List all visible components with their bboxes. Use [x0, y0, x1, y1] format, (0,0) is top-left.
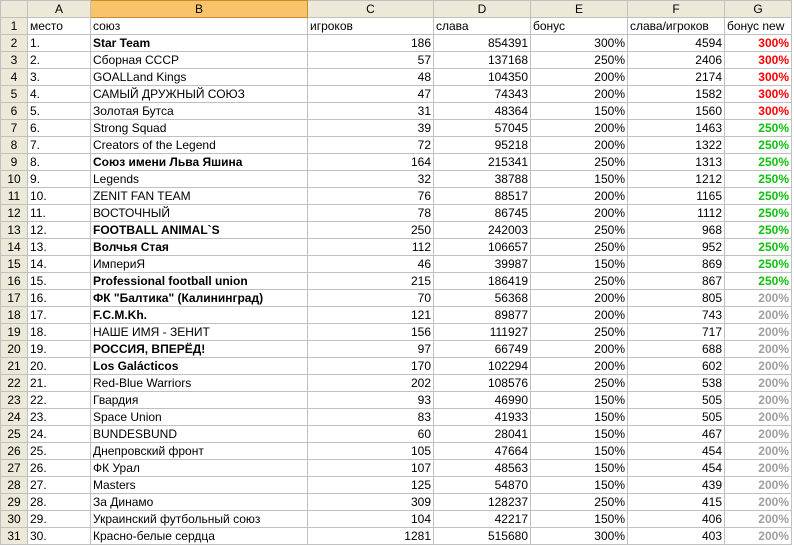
cell-bonus-new[interactable]: 200% [725, 409, 792, 426]
cell-place[interactable]: 30. [28, 528, 91, 545]
cell-ratio[interactable]: 688 [628, 341, 725, 358]
cell-fame[interactable]: 111927 [434, 324, 531, 341]
cell-team[interactable]: Волчья Стая [91, 239, 308, 256]
cell-ratio[interactable]: 1322 [628, 137, 725, 154]
cell-bonus-new[interactable]: 250% [725, 273, 792, 290]
column-header-a[interactable]: A [28, 1, 91, 18]
cell-fame[interactable]: 42217 [434, 511, 531, 528]
cell-players[interactable]: 32 [308, 171, 434, 188]
cell-players[interactable]: 309 [308, 494, 434, 511]
row-number[interactable]: 23 [1, 392, 28, 409]
cell-place[interactable]: 28. [28, 494, 91, 511]
cell-players[interactable]: 60 [308, 426, 434, 443]
cell-players[interactable]: 250 [308, 222, 434, 239]
cell-bonus-new[interactable]: 250% [725, 256, 792, 273]
cell-bonus-new[interactable]: 250% [725, 188, 792, 205]
cell-fame[interactable]: 89877 [434, 307, 531, 324]
cell-ratio[interactable]: 1313 [628, 154, 725, 171]
cell-bonus[interactable]: 300% [531, 35, 628, 52]
cell-place[interactable]: 23. [28, 409, 91, 426]
cell-place[interactable]: 17. [28, 307, 91, 324]
row-number[interactable]: 16 [1, 273, 28, 290]
cell-ratio[interactable]: 505 [628, 409, 725, 426]
cell-players[interactable]: 93 [308, 392, 434, 409]
table-row [1, 35, 792, 52]
cell-fame[interactable]: 47664 [434, 443, 531, 460]
cell-team[interactable]: Сборная СССР [91, 52, 308, 69]
row-number[interactable]: 4 [1, 69, 28, 86]
cell-fame[interactable]: 242003 [434, 222, 531, 239]
cell-header-fame[interactable]: слава [434, 18, 531, 35]
cell-header-players[interactable]: игроков [308, 18, 434, 35]
cell-ratio[interactable]: 1112 [628, 205, 725, 222]
table-row [1, 239, 792, 256]
table-row [1, 358, 792, 375]
row-number[interactable]: 3 [1, 52, 28, 69]
cell-players[interactable]: 48 [308, 69, 434, 86]
cell-bonus[interactable]: 150% [531, 103, 628, 120]
cell-ratio[interactable]: 439 [628, 477, 725, 494]
column-header-f[interactable]: F [628, 1, 725, 18]
cell-header-place[interactable]: место [28, 18, 91, 35]
table-row [1, 69, 792, 86]
row-number[interactable]: 12 [1, 205, 28, 222]
cell-place[interactable]: 3. [28, 69, 91, 86]
cell-place[interactable]: 2. [28, 52, 91, 69]
cell-bonus[interactable]: 200% [531, 69, 628, 86]
cell-players[interactable]: 112 [308, 239, 434, 256]
cell-ratio[interactable]: 1582 [628, 86, 725, 103]
cell-bonus-new[interactable]: 250% [725, 154, 792, 171]
cell-fame[interactable]: 128237 [434, 494, 531, 511]
cell-players[interactable]: 97 [308, 341, 434, 358]
cell-fame[interactable]: 48364 [434, 103, 531, 120]
cell-players[interactable]: 39 [308, 120, 434, 137]
cell-bonus-new[interactable]: 200% [725, 477, 792, 494]
table-row [1, 256, 792, 273]
column-header-c[interactable]: C [308, 1, 434, 18]
table-row [1, 494, 792, 511]
column-header-g[interactable]: G [725, 1, 792, 18]
table-row [1, 188, 792, 205]
row-number[interactable]: 11 [1, 188, 28, 205]
cell-team[interactable]: САМЫЙ ДРУЖНЫЙ СОЮЗ [91, 86, 308, 103]
cell-bonus[interactable]: 150% [531, 511, 628, 528]
cell-players[interactable]: 186 [308, 35, 434, 52]
cell-place[interactable]: 6. [28, 120, 91, 137]
table-row [1, 205, 792, 222]
header-data-row [1, 18, 792, 35]
cell-fame[interactable]: 48563 [434, 460, 531, 477]
cell-team[interactable]: Los Galácticos [91, 358, 308, 375]
cell-players[interactable]: 202 [308, 375, 434, 392]
cell-players[interactable]: 170 [308, 358, 434, 375]
cell-bonus[interactable]: 200% [531, 290, 628, 307]
cell-ratio[interactable]: 403 [628, 528, 725, 545]
cell-ratio[interactable]: 4594 [628, 35, 725, 52]
cell-bonus[interactable]: 200% [531, 341, 628, 358]
cell-place[interactable]: 24. [28, 426, 91, 443]
table-row [1, 86, 792, 103]
row-number[interactable]: 17 [1, 290, 28, 307]
cell-team[interactable]: GOALLand Kings [91, 69, 308, 86]
cell-bonus-new[interactable]: 200% [725, 460, 792, 477]
row-number[interactable]: 26 [1, 443, 28, 460]
cell-players[interactable]: 46 [308, 256, 434, 273]
table-row [1, 392, 792, 409]
cell-players[interactable]: 1281 [308, 528, 434, 545]
cell-bonus-new[interactable]: 200% [725, 290, 792, 307]
cell-ratio[interactable]: 406 [628, 511, 725, 528]
cell-fame[interactable]: 88517 [434, 188, 531, 205]
cell-bonus[interactable]: 250% [531, 222, 628, 239]
table-row [1, 511, 792, 528]
cell-fame[interactable]: 854391 [434, 35, 531, 52]
cell-place[interactable]: 5. [28, 103, 91, 120]
cell-team[interactable]: Legends [91, 171, 308, 188]
row-number[interactable]: 30 [1, 511, 28, 528]
row-number[interactable]: 13 [1, 222, 28, 239]
cell-bonus-new[interactable]: 200% [725, 392, 792, 409]
cell-team[interactable]: FOOTBALL ANIMAL`S [91, 222, 308, 239]
row-number[interactable]: 21 [1, 358, 28, 375]
cell-players[interactable]: 57 [308, 52, 434, 69]
cell-team[interactable]: F.C.M.Kh. [91, 307, 308, 324]
cell-bonus[interactable]: 250% [531, 154, 628, 171]
row-number[interactable]: 25 [1, 426, 28, 443]
cell-team[interactable]: Strong Squad [91, 120, 308, 137]
table-row [1, 443, 792, 460]
cell-place[interactable]: 20. [28, 358, 91, 375]
row-number[interactable]: 15 [1, 256, 28, 273]
cell-players[interactable]: 72 [308, 137, 434, 154]
cell-bonus[interactable]: 250% [531, 52, 628, 69]
cell-bonus[interactable]: 200% [531, 307, 628, 324]
table-row [1, 409, 792, 426]
cell-team[interactable]: Золотая Бутса [91, 103, 308, 120]
cell-team[interactable]: Красно-белые сердца [91, 528, 308, 545]
cell-bonus-new[interactable]: 200% [725, 341, 792, 358]
cell-players[interactable]: 121 [308, 307, 434, 324]
cell-bonus-new[interactable]: 200% [725, 324, 792, 341]
row-number[interactable]: 29 [1, 494, 28, 511]
table-row [1, 103, 792, 120]
cell-ratio[interactable]: 538 [628, 375, 725, 392]
cell-place[interactable]: 15. [28, 273, 91, 290]
cell-place[interactable]: 18. [28, 324, 91, 341]
cell-place[interactable]: 26. [28, 460, 91, 477]
cell-players[interactable]: 164 [308, 154, 434, 171]
cell-bonus[interactable]: 200% [531, 137, 628, 154]
cell-bonus[interactable]: 150% [531, 443, 628, 460]
cell-place[interactable]: 27. [28, 477, 91, 494]
cell-players[interactable]: 83 [308, 409, 434, 426]
cell-team[interactable]: Space Union [91, 409, 308, 426]
cell-place[interactable]: 19. [28, 341, 91, 358]
cell-fame[interactable]: 95218 [434, 137, 531, 154]
column-header-row [1, 1, 792, 18]
cell-bonus-new[interactable]: 200% [725, 307, 792, 324]
cell-fame[interactable]: 515680 [434, 528, 531, 545]
cell-place[interactable]: 14. [28, 256, 91, 273]
cell-players[interactable]: 156 [308, 324, 434, 341]
cell-ratio[interactable]: 952 [628, 239, 725, 256]
cell-bonus[interactable]: 150% [531, 426, 628, 443]
cell-fame[interactable]: 66749 [434, 341, 531, 358]
cell-fame[interactable]: 41933 [434, 409, 531, 426]
cell-ratio[interactable]: 602 [628, 358, 725, 375]
cell-bonus[interactable]: 250% [531, 273, 628, 290]
table-row [1, 120, 792, 137]
row-number[interactable]: 10 [1, 171, 28, 188]
cell-header-bonus[interactable]: бонус [531, 18, 628, 35]
row-number[interactable]: 1 [1, 18, 28, 35]
cell-team[interactable]: Украинский футбольный союз [91, 511, 308, 528]
cell-fame[interactable]: 74343 [434, 86, 531, 103]
column-header-d[interactable]: D [434, 1, 531, 18]
cell-fame[interactable]: 54870 [434, 477, 531, 494]
row-number[interactable]: 28 [1, 477, 28, 494]
cell-place[interactable]: 11. [28, 205, 91, 222]
cell-bonus-new[interactable]: 300% [725, 86, 792, 103]
cell-players[interactable]: 47 [308, 86, 434, 103]
cell-bonus[interactable]: 250% [531, 239, 628, 256]
table-row [1, 222, 792, 239]
cell-bonus[interactable]: 300% [531, 528, 628, 545]
cell-bonus[interactable]: 200% [531, 358, 628, 375]
cell-bonus[interactable]: 200% [531, 188, 628, 205]
cell-team[interactable]: BUNDESBUND [91, 426, 308, 443]
table-row [1, 460, 792, 477]
cell-header-team[interactable]: союз [91, 18, 308, 35]
cell-ratio[interactable]: 1463 [628, 120, 725, 137]
cell-players[interactable]: 76 [308, 188, 434, 205]
cell-ratio[interactable]: 454 [628, 443, 725, 460]
cell-players[interactable]: 31 [308, 103, 434, 120]
cell-ratio[interactable]: 717 [628, 324, 725, 341]
cell-bonus-new[interactable]: 250% [725, 171, 792, 188]
cell-team[interactable]: Masters [91, 477, 308, 494]
cell-place[interactable]: 9. [28, 171, 91, 188]
cell-ratio[interactable]: 1165 [628, 188, 725, 205]
cell-bonus[interactable]: 250% [531, 375, 628, 392]
cell-players[interactable]: 78 [308, 205, 434, 222]
cell-bonus-new[interactable]: 200% [725, 511, 792, 528]
cell-place[interactable]: 13. [28, 239, 91, 256]
cell-team[interactable]: ФК "Балтика" (Калининград) [91, 290, 308, 307]
table-row [1, 528, 792, 545]
cell-bonus-new[interactable]: 200% [725, 443, 792, 460]
cell-bonus[interactable]: 150% [531, 392, 628, 409]
cell-team[interactable]: Союз имени Льва Яшина [91, 154, 308, 171]
row-number[interactable]: 22 [1, 375, 28, 392]
cell-header-ratio[interactable]: слава/игроков [628, 18, 725, 35]
cell-team[interactable]: ВОСТОЧНЫЙ [91, 205, 308, 222]
cell-bonus-new[interactable]: 300% [725, 52, 792, 69]
cell-header-bonus-new[interactable]: бонус new [725, 18, 792, 35]
row-number[interactable]: 14 [1, 239, 28, 256]
cell-fame[interactable]: 108576 [434, 375, 531, 392]
table-row [1, 477, 792, 494]
cell-team[interactable]: НАШЕ ИМЯ - ЗЕНИТ [91, 324, 308, 341]
cell-bonus-new[interactable]: 300% [725, 35, 792, 52]
cell-bonus-new[interactable]: 250% [725, 205, 792, 222]
cell-fame[interactable]: 104350 [434, 69, 531, 86]
cell-ratio[interactable]: 743 [628, 307, 725, 324]
cell-players[interactable]: 104 [308, 511, 434, 528]
row-number[interactable]: 7 [1, 120, 28, 137]
cell-fame[interactable]: 102294 [434, 358, 531, 375]
cell-fame[interactable]: 28041 [434, 426, 531, 443]
table-row [1, 324, 792, 341]
cell-players[interactable]: 215 [308, 273, 434, 290]
cell-ratio[interactable]: 1212 [628, 171, 725, 188]
table-row [1, 307, 792, 324]
cell-place[interactable]: 12. [28, 222, 91, 239]
cell-bonus[interactable]: 150% [531, 256, 628, 273]
cell-bonus-new[interactable]: 250% [725, 239, 792, 256]
row-number[interactable]: 6 [1, 103, 28, 120]
table-row [1, 426, 792, 443]
cell-team[interactable]: Star Team [91, 35, 308, 52]
cell-fame[interactable]: 46990 [434, 392, 531, 409]
cell-place[interactable]: 16. [28, 290, 91, 307]
cell-fame[interactable]: 137168 [434, 52, 531, 69]
table-row [1, 137, 792, 154]
cell-team[interactable]: Professional football union [91, 273, 308, 290]
column-header-e[interactable]: E [531, 1, 628, 18]
column-header-b[interactable]: B [91, 1, 308, 18]
row-number[interactable]: 31 [1, 528, 28, 545]
cell-ratio[interactable]: 505 [628, 392, 725, 409]
cell-ratio[interactable]: 454 [628, 460, 725, 477]
table-row [1, 52, 792, 69]
cell-fame[interactable]: 38788 [434, 171, 531, 188]
cell-bonus-new[interactable]: 250% [725, 222, 792, 239]
cell-bonus[interactable]: 150% [531, 171, 628, 188]
cell-players[interactable]: 107 [308, 460, 434, 477]
cell-place[interactable]: 8. [28, 154, 91, 171]
cell-bonus-new[interactable]: 300% [725, 103, 792, 120]
row-number[interactable]: 20 [1, 341, 28, 358]
cell-bonus[interactable]: 150% [531, 460, 628, 477]
cell-team[interactable]: Днепровский фронт [91, 443, 308, 460]
table-row [1, 154, 792, 171]
cell-fame[interactable]: 215341 [434, 154, 531, 171]
cell-bonus-new[interactable]: 200% [725, 426, 792, 443]
cell-team[interactable]: ФК Урал [91, 460, 308, 477]
row-number[interactable]: 27 [1, 460, 28, 477]
cell-bonus-new[interactable]: 250% [725, 137, 792, 154]
cell-bonus-new[interactable]: 200% [725, 375, 792, 392]
table-row [1, 290, 792, 307]
cell-team[interactable]: Red-Blue Warriors [91, 375, 308, 392]
row-number[interactable]: 19 [1, 324, 28, 341]
cell-team[interactable]: Creators of the Legend [91, 137, 308, 154]
cell-bonus[interactable]: 200% [531, 120, 628, 137]
cell-ratio[interactable]: 869 [628, 256, 725, 273]
cell-ratio[interactable]: 805 [628, 290, 725, 307]
cell-fame[interactable]: 39987 [434, 256, 531, 273]
cell-ratio[interactable]: 867 [628, 273, 725, 290]
cell-fame[interactable]: 86745 [434, 205, 531, 222]
cell-bonus-new[interactable]: 200% [725, 528, 792, 545]
cell-bonus[interactable]: 250% [531, 494, 628, 511]
table-row [1, 341, 792, 358]
cell-bonus-new[interactable]: 250% [725, 120, 792, 137]
cell-team[interactable]: ИмпериЯ [91, 256, 308, 273]
table-row [1, 171, 792, 188]
cell-place[interactable]: 1. [28, 35, 91, 52]
cell-fame[interactable]: 56368 [434, 290, 531, 307]
cell-ratio[interactable]: 2174 [628, 69, 725, 86]
cell-place[interactable]: 22. [28, 392, 91, 409]
cell-place[interactable]: 7. [28, 137, 91, 154]
cell-ratio[interactable]: 415 [628, 494, 725, 511]
cell-ratio[interactable]: 1560 [628, 103, 725, 120]
cell-ratio[interactable]: 467 [628, 426, 725, 443]
cell-players[interactable]: 70 [308, 290, 434, 307]
cell-ratio[interactable]: 2406 [628, 52, 725, 69]
cell-fame[interactable]: 106657 [434, 239, 531, 256]
row-number[interactable]: 9 [1, 154, 28, 171]
cell-place[interactable]: 29. [28, 511, 91, 528]
cell-bonus[interactable]: 200% [531, 86, 628, 103]
cell-bonus[interactable]: 150% [531, 477, 628, 494]
cell-bonus[interactable]: 200% [531, 205, 628, 222]
cell-team[interactable]: ZENIT FAN TEAM [91, 188, 308, 205]
cell-bonus-new[interactable]: 200% [725, 494, 792, 511]
cell-bonus-new[interactable]: 200% [725, 358, 792, 375]
row-number[interactable]: 24 [1, 409, 28, 426]
row-number[interactable]: 18 [1, 307, 28, 324]
cell-ratio[interactable]: 968 [628, 222, 725, 239]
row-number[interactable]: 5 [1, 86, 28, 103]
cell-place[interactable]: 25. [28, 443, 91, 460]
cell-bonus-new[interactable]: 300% [725, 69, 792, 86]
cell-team[interactable]: За Динамо [91, 494, 308, 511]
cell-team[interactable]: РОССИЯ, ВПЕРЁД! [91, 341, 308, 358]
cell-players[interactable]: 125 [308, 477, 434, 494]
select-all-corner[interactable] [1, 1, 28, 18]
cell-players[interactable]: 105 [308, 443, 434, 460]
table-row [1, 375, 792, 392]
cell-bonus[interactable]: 250% [531, 324, 628, 341]
row-number[interactable]: 8 [1, 137, 28, 154]
row-number[interactable]: 2 [1, 35, 28, 52]
cell-place[interactable]: 4. [28, 86, 91, 103]
cell-place[interactable]: 21. [28, 375, 91, 392]
cell-fame[interactable]: 57045 [434, 120, 531, 137]
cell-bonus[interactable]: 150% [531, 409, 628, 426]
table-row [1, 273, 792, 290]
cell-place[interactable]: 10. [28, 188, 91, 205]
cell-team[interactable]: Гвардия [91, 392, 308, 409]
cell-fame[interactable]: 186419 [434, 273, 531, 290]
